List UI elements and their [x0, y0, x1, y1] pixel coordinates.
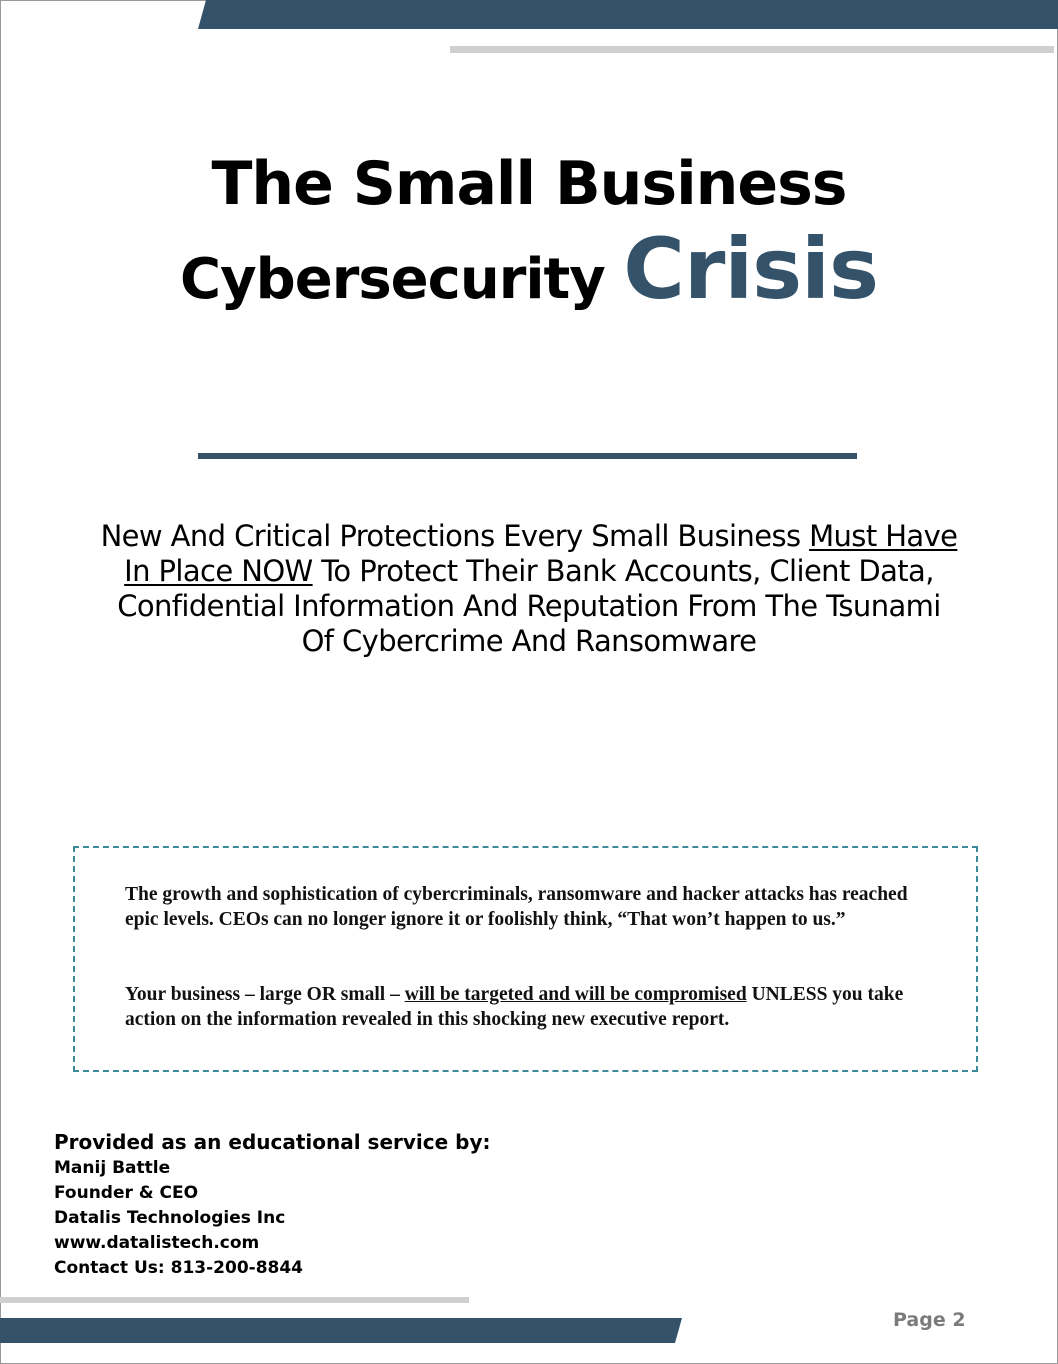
provider-role: Founder & CEO [54, 1183, 199, 1203]
title-line-1: The Small Business [211, 149, 847, 219]
subtitle [100, 519, 958, 659]
top-gray-bar [450, 46, 1054, 53]
subtitle-part-1: New And Critical Protections Every Small Business [100, 519, 801, 553]
provider-block [54, 1128, 491, 1281]
provider-website: www.datalistech.com [54, 1233, 260, 1253]
provider-name: Manij Battle [54, 1158, 171, 1178]
provider-heading: Provided as an educational service by: [54, 1130, 491, 1154]
callout-paragraph-2-underlined: will be targeted and will be compromised [404, 984, 747, 1005]
top-accent-bar [198, 0, 1058, 29]
provider-company: Datalis Technologies Inc [54, 1208, 286, 1228]
bottom-gray-bar [0, 1297, 469, 1303]
page-number: Page 2 [893, 1309, 966, 1331]
callout-box [73, 846, 978, 1072]
title-line-2-prefix: Cybersecurity [180, 247, 605, 312]
callout-paragraph-2 [125, 982, 935, 1032]
callout-paragraph-2-suffix: UNLESS you take action on the information revealed in this shocking new executive report. [125, 984, 904, 1030]
callout-paragraph-2-prefix: Your business – large OR small – [125, 984, 400, 1005]
title-divider [198, 453, 857, 459]
provider-contact: Contact Us: 813-200-8844 [54, 1258, 304, 1278]
title-line-2 [0, 214, 1058, 335]
subtitle-underlined: Must Have In Place NOW [124, 519, 958, 588]
subtitle-part-2: To Protect Their Bank Accounts, Client Data, Confidential Information And Reputation From The Tsunami Of Cybercrime And Ransomware [117, 554, 941, 658]
title-emphasis: Crisis [623, 220, 878, 318]
callout-paragraph-1: The growth and sophistication of cybercriminals, ransomware and hacker attacks has reached epic levels. CEOs can no longer ignore it or foolishly think, “That won’t happen to us.” [125, 884, 908, 930]
bottom-accent-bar [0, 1318, 682, 1343]
